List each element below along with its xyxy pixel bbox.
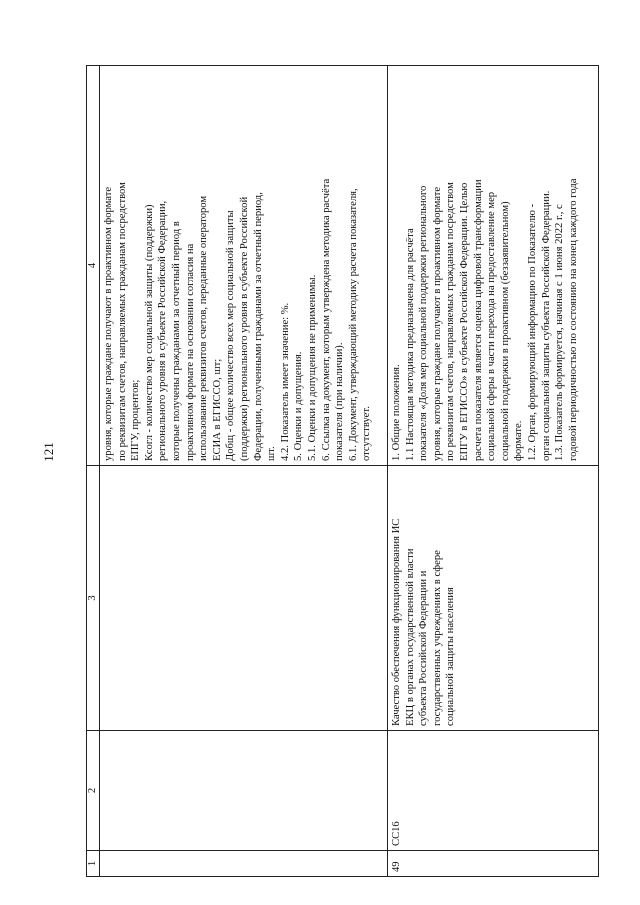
text-line: которые получены гражданами за отчетный период в — [170, 221, 182, 461]
text-line: социальной поддержки в проактивном (беззаявительном) — [499, 201, 511, 461]
text-line: Федерации, полученными гражданами за отчетный период, — [252, 192, 264, 461]
text-line: 5.1. Оценки и допущения не применимы. — [306, 274, 318, 461]
text-line: Добщ - общее количество всех мер социальной защиты — [225, 210, 237, 461]
text-line: ЕПГУ, процентов; — [130, 379, 142, 461]
text-line: 6.1. Документ, утверждающий методику расчета показателя, — [347, 188, 359, 461]
text-line: 6. Ссылка на документ, которым утверждена методика расчёта — [320, 178, 332, 461]
text-line: Ксогл - количество мер социальной защиты (поддержки) — [143, 204, 155, 461]
text-line: формате. — [513, 420, 525, 461]
row2-col3 — [388, 466, 599, 731]
row2-col4 — [388, 66, 599, 466]
text-line: уровня, которые граждане получают в проактивном формате — [431, 186, 443, 461]
text-line: 1.3. Показатель формируется, начиная с 1 июня 2022 г., с — [554, 204, 566, 461]
text-line: шт. — [266, 446, 278, 461]
text-line: орган социальной защиты субъекта Российской Федерации. — [540, 190, 552, 461]
text-line: государственных учреждениях в сфере — [431, 550, 443, 726]
row1-col1 — [100, 851, 388, 877]
table-row — [100, 66, 388, 877]
text-line: социальной сферы в части перехода на предоставление мер — [486, 191, 498, 461]
text-line: показателя (при наличии). — [334, 342, 346, 461]
text-line: Качество обеспечения функционирования ИС — [391, 518, 402, 726]
text-line: 1.2. Орган, формирующий информацию по Показателю - — [526, 203, 538, 461]
row1-col3 — [100, 466, 388, 731]
text-line: регионального уровня в субъекте Российской Федерации, — [157, 200, 169, 461]
text-line: 1.1 Настоящая методика предназначена для расчёта — [404, 228, 416, 461]
header-col-1: 1 — [87, 851, 100, 877]
page-number: 121 — [41, 442, 56, 462]
text-line: показателя «Доля мер социальной поддержки регионального — [418, 185, 430, 461]
text-line: уровня, которые граждане получают в проактивном формате — [103, 186, 114, 461]
row1-col4 — [100, 66, 388, 466]
text-line: отсутствует. — [361, 406, 373, 461]
row2-col1: 49 — [388, 851, 599, 877]
text-line: годовой периодичностью по состоянию на конец каждого года — [567, 178, 579, 461]
text-line: ЕПГУ в ЕГИССО» в субъекте Российской Федерации. Целью — [458, 182, 470, 461]
header-col-2: 2 — [87, 731, 100, 851]
text-line: проактивном формате на основании согласия на — [184, 243, 196, 461]
text-line: (поддержки) регионального уровня в субъекте Российской — [238, 196, 250, 461]
row1-col2 — [100, 731, 388, 851]
text-line: 5. Оценки и допущения. — [293, 351, 305, 461]
header-col-4: 4 — [87, 66, 100, 466]
text-line: расчета показателя является оценка цифровой трансформации — [472, 179, 484, 461]
text-line: ЕКЦ в органах государственной власти — [404, 548, 416, 726]
text-line: по реквизитам счетов, направляемых гражданам посредством — [445, 182, 457, 461]
rotated-table-container — [86, 65, 599, 877]
text-line: использование реквизитов счетов, переданные оператором — [198, 195, 210, 461]
header-col-3: 3 — [87, 466, 100, 731]
table-header-row — [87, 66, 100, 877]
text-line: по реквизитам счетов, направляемых гражданам посредством — [116, 182, 128, 461]
text-line: социальной защиты населения — [445, 587, 457, 726]
text-line: 4.2. Показатель имеет значение: %. — [279, 302, 291, 461]
text-line: 1. Общие положения. — [391, 364, 402, 461]
row2-col2: СС16 — [388, 731, 599, 851]
methodology-table — [86, 65, 599, 877]
text-line: субъекта Российской Федерации и — [418, 570, 430, 726]
text-line: ЕСИА в ЕГИССО, шт; — [211, 358, 223, 461]
table-row — [388, 66, 599, 877]
